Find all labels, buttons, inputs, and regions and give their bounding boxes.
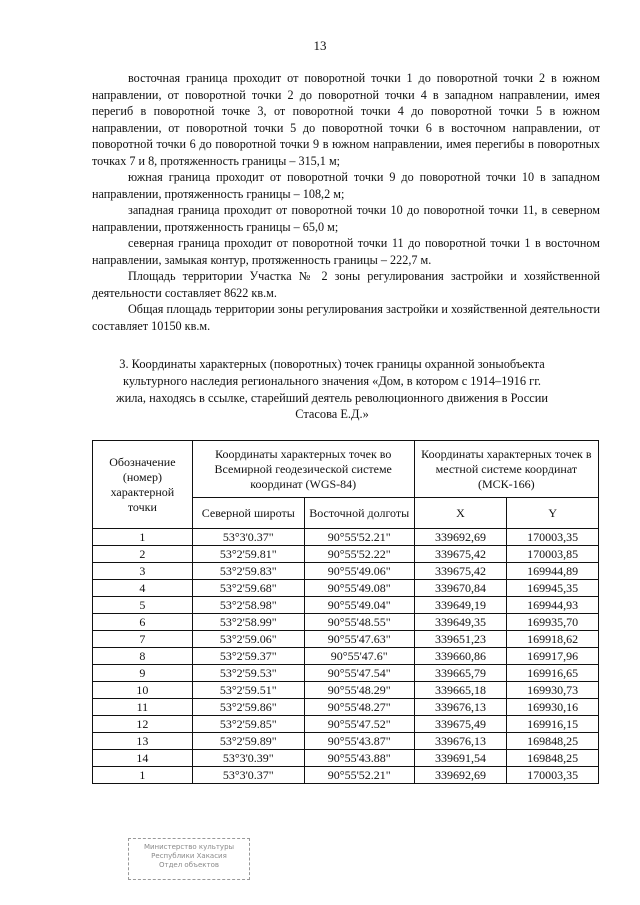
table-row [93, 665, 599, 682]
cell-longitude: 90°55'43.87" [304, 733, 414, 750]
cell-latitude: 53°2'59.37" [192, 648, 304, 665]
cell-latitude: 53°2'58.98" [192, 597, 304, 614]
paragraph-east-boundary: восточная граница проходит от поворотной точки 1 до поворотной точки 2 в южном направлении, от поворотной точки 2 до поворотной точки 4 в западном направлении, имея перегиб в поворотной точке 3, от поворотной точки 4 до поворотной точки 5 в южном направлении, от поворотной точки 5 до поворотной точки 6 в восточном направлении, от поворотной точки 6 до поворотной точки 9 в южном направлении, имея перегибы в поворотных точках 7 и 8, протяженность границы – 315,1 м; [92, 71, 600, 168]
table-row [93, 767, 599, 784]
header-wgs84: Координаты характерных точек во Всемирной геодезической системе координат (WGS-84) [192, 441, 414, 498]
subheader-longitude: Восточной долготы [304, 498, 414, 529]
subheader-latitude: Северной широты [192, 498, 304, 529]
cell-longitude: 90°55'43.88" [304, 750, 414, 767]
cell-y: 170003,35 [507, 529, 599, 546]
cell-latitude: 53°2'58.99" [192, 614, 304, 631]
cell-y: 169944,93 [507, 597, 599, 614]
paragraph-south-boundary: южная граница проходит от поворотной точки 9 до поворотной точки 10 в западном направлении, протяженность границы – 108,2 м; [92, 170, 600, 201]
cell-point-number: 9 [93, 665, 193, 682]
cell-y: 169916,15 [507, 716, 599, 733]
cell-latitude: 53°2'59.51" [192, 682, 304, 699]
cell-x: 339675,49 [414, 716, 507, 733]
cell-longitude: 90°55'48.27" [304, 699, 414, 716]
section-title-line: 3. Координаты характерных (поворотных) точек границы охранной зоныобъекта [119, 357, 545, 371]
cell-longitude: 90°55'49.06" [304, 563, 414, 580]
coordinates-table-body [93, 529, 599, 784]
cell-x: 339651,23 [414, 631, 507, 648]
cell-y: 169917,96 [507, 648, 599, 665]
cell-y: 169930,73 [507, 682, 599, 699]
cell-latitude: 53°2'59.85" [192, 716, 304, 733]
table-row [93, 682, 599, 699]
cell-x: 339676,13 [414, 733, 507, 750]
cell-point-number: 5 [93, 597, 193, 614]
cell-latitude: 53°3'0.37" [192, 529, 304, 546]
cell-point-number: 1 [93, 529, 193, 546]
cell-y: 169848,25 [507, 733, 599, 750]
cell-point-number: 8 [93, 648, 193, 665]
cell-longitude: 90°55'49.08" [304, 580, 414, 597]
cell-x: 339676,13 [414, 699, 507, 716]
page-number: 13 [313, 38, 327, 53]
cell-longitude: 90°55'47.63" [304, 631, 414, 648]
cell-longitude: 90°55'48.29" [304, 682, 414, 699]
table-row [93, 563, 599, 580]
header-point-number: Обозначение (номер) характерной точки [93, 441, 193, 529]
cell-x: 339660,86 [414, 648, 507, 665]
cell-x: 339665,79 [414, 665, 507, 682]
cell-latitude: 53°3'0.37" [192, 767, 304, 784]
cell-y: 170003,85 [507, 546, 599, 563]
cell-point-number: 12 [93, 716, 193, 733]
cell-point-number: 2 [93, 546, 193, 563]
cell-point-number: 7 [93, 631, 193, 648]
table-row [93, 750, 599, 767]
stamp-line: Министерство культуры [143, 843, 235, 851]
subheader-x: X [414, 498, 507, 529]
table-row [93, 699, 599, 716]
cell-y: 169916,65 [507, 665, 599, 682]
cell-x: 339675,42 [414, 546, 507, 563]
cell-x: 339691,54 [414, 750, 507, 767]
table-row [93, 614, 599, 631]
section-title-line: Стасова Е.Д.» [295, 407, 369, 422]
cell-latitude: 53°2'59.68" [192, 580, 304, 597]
cell-point-number: 1 [93, 767, 193, 784]
stamp-line: Отдел объектов [159, 861, 219, 869]
stamp-line: Республики Хакасия [151, 852, 227, 860]
table-row [93, 546, 599, 563]
paragraph-total-area: Общая площадь территории зоны регулирования застройки и хозяйственной деятельности составляет 10150 кв.м. [92, 302, 600, 333]
table-row [93, 733, 599, 750]
header-msk166: Координаты характерных точек в местной системе координат (МСК-166) [414, 441, 598, 498]
cell-latitude: 53°2'59.86" [192, 699, 304, 716]
cell-latitude: 53°2'59.81" [192, 546, 304, 563]
cell-x: 339665,18 [414, 682, 507, 699]
cell-point-number: 14 [93, 750, 193, 767]
cell-y: 169935,70 [507, 614, 599, 631]
cell-point-number: 6 [93, 614, 193, 631]
cell-longitude: 90°55'48.55" [304, 614, 414, 631]
cell-longitude: 90°55'49.04" [304, 597, 414, 614]
cell-x: 339675,42 [414, 563, 507, 580]
table-row [93, 631, 599, 648]
body-text [92, 70, 600, 334]
cell-x: 339692,69 [414, 767, 507, 784]
cell-latitude: 53°2'59.83" [192, 563, 304, 580]
cell-point-number: 11 [93, 699, 193, 716]
cell-longitude: 90°55'47.52" [304, 716, 414, 733]
cell-x: 339649,19 [414, 597, 507, 614]
cell-longitude: 90°55'47.6" [304, 648, 414, 665]
paragraph-west-boundary: западная граница проходит от поворотной точки 10 до поворотной точки 11, в северном направлении, протяженность границы – 65,0 м; [92, 203, 600, 234]
section-title-line: культурного наследия регионального значения «Дом, в котором с 1914–1916 гг. [122, 373, 542, 388]
section-title [82, 356, 582, 423]
section-title-line: жила, находясь в ссылке, старейший деятель революционного движения в России [116, 390, 548, 405]
cell-x: 339649,35 [414, 614, 507, 631]
paragraph-area-plot2: Площадь территории Участка № 2 зоны регулирования застройки и хозяйственной деятельности составляет 8622 кв.м. [92, 269, 600, 300]
cell-point-number: 4 [93, 580, 193, 597]
cell-longitude: 90°55'52.22" [304, 546, 414, 563]
cell-point-number: 3 [93, 563, 193, 580]
table-row [93, 529, 599, 546]
cell-y: 169848,25 [507, 750, 599, 767]
cell-y: 169918,62 [507, 631, 599, 648]
cell-y: 169944,89 [507, 563, 599, 580]
cell-point-number: 13 [93, 733, 193, 750]
paragraph-north-boundary: северная граница проходит от поворотной точки 11 до поворотной точки 1 в восточном направлении, замыкая контур, протяженность границы – 222,7 м. [92, 236, 600, 267]
table-row [93, 580, 599, 597]
coordinates-table [92, 440, 599, 784]
cell-y: 170003,35 [507, 767, 599, 784]
cell-longitude: 90°55'47.54" [304, 665, 414, 682]
cell-x: 339670,84 [414, 580, 507, 597]
cell-y: 169930,16 [507, 699, 599, 716]
cell-point-number: 10 [93, 682, 193, 699]
archive-stamp [128, 838, 250, 880]
cell-x: 339692,69 [414, 529, 507, 546]
cell-latitude: 53°3'0.39" [192, 750, 304, 767]
table-row [93, 597, 599, 614]
cell-latitude: 53°2'59.06" [192, 631, 304, 648]
cell-y: 169945,35 [507, 580, 599, 597]
cell-latitude: 53°2'59.53" [192, 665, 304, 682]
cell-longitude: 90°55'52.21" [304, 767, 414, 784]
cell-latitude: 53°2'59.89" [192, 733, 304, 750]
table-row [93, 716, 599, 733]
table-row [93, 648, 599, 665]
subheader-y: Y [507, 498, 599, 529]
cell-longitude: 90°55'52.21" [304, 529, 414, 546]
